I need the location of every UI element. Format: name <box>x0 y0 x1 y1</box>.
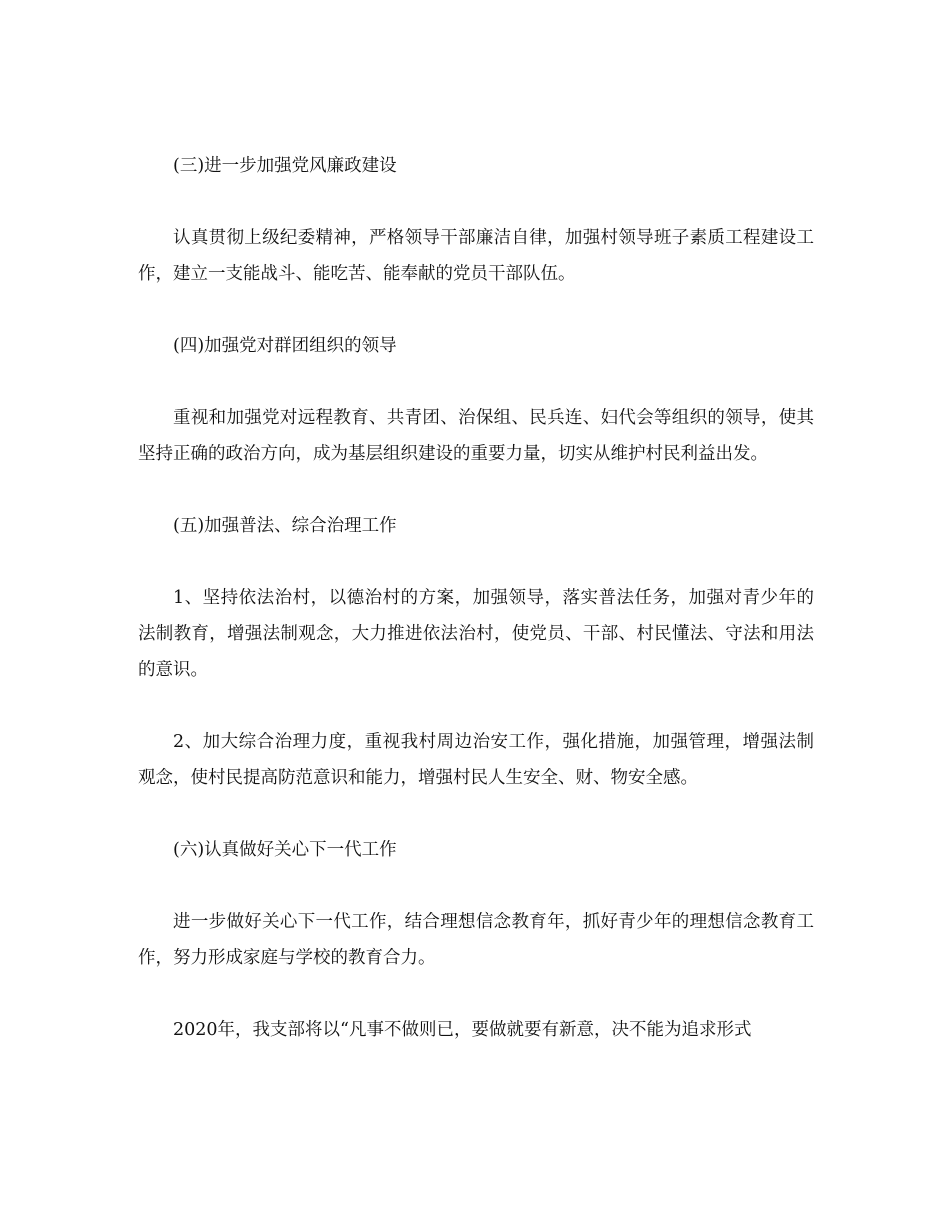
paragraph-party-integrity: 认真贯彻上级纪委精神，严格领导干部廉洁自律，加强村领导班子素质工程建设工作，建立一支能战斗、能吃苦、能奉献的党员干部队伍。 <box>138 228 814 284</box>
document-body <box>138 148 814 1048</box>
paragraph-next-generation: 进一步做好关心下一代工作，结合理想信念教育年，抓好青少年的理想信念教育工作，努力形成家庭与学校的教育合力。 <box>138 912 814 968</box>
section-heading-4: (四)加强党对群团组织的领导 <box>173 336 397 356</box>
paragraph-2020-plan: 2020年，我支部将以“凡事不做则已，要做就要有新意，决不能为追求形式 <box>173 1020 752 1040</box>
section-heading-3: (三)进一步加强党风廉政建设 <box>173 156 397 176</box>
paragraph-mass-organizations: 重视和加强党对远程教育、共青团、治保组、民兵连、妇代会等组织的领导，使其坚持正确的政治方向，成为基层组织建设的重要力量，切实从维护村民利益出发。 <box>138 408 814 464</box>
section-heading-5: (五)加强普法、综合治理工作 <box>173 516 397 536</box>
paragraph-rule-of-law: 1、坚持依法治村，以德治村的方案，加强领导，落实普法任务，加强对青少年的法制教育，增强法制观念，大力推进依法治村，使党员、干部、村民懂法、守法和用法的意识。 <box>138 588 814 680</box>
section-heading-6: (六)认真做好关心下一代工作 <box>173 840 397 860</box>
paragraph-public-security: 2、加大综合治理力度，重视我村周边治安工作，强化措施，加强管理，增强法制观念，使村民提高防范意识和能力，增强村民人生安全、财、物安全感。 <box>138 732 814 788</box>
